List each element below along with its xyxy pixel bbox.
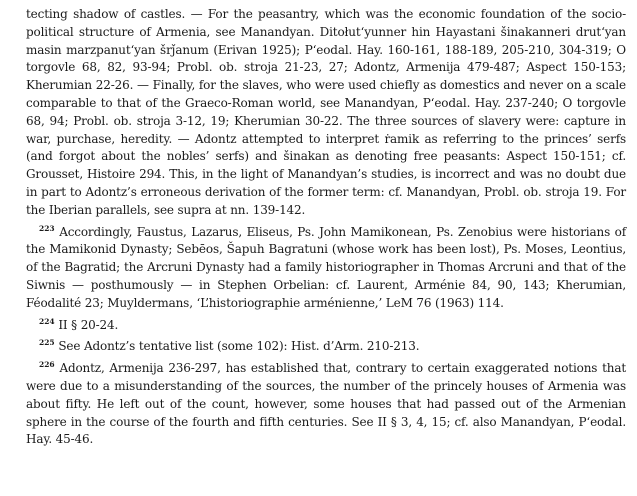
footnote-text: II § 20-24.: [58, 317, 119, 332]
footnote-226: [26, 356, 626, 449]
footnote-number: 224: [39, 316, 55, 326]
footnote-number: 225: [39, 338, 55, 348]
footnote-text: Adontz, Armenija 236-297, has established that, contrary to certain exaggerated notions that were due to a misunderstanding of the sources, the number of the princely houses of Armenia was about fifty. He left out of the count, however, some houses that had passed out of the Armenian sphere in the course of the fourth and fifth centuries. See II § 3, 4, 15; cf. also Manandyan, P‘eodal. Hay. 45-46.: [26, 361, 626, 447]
footnote-225: [26, 334, 626, 356]
footnote-text: See Adontz’s tentative list (some 102): Hist. d’Arm. 210-213.: [58, 339, 420, 354]
footnote-224: [26, 313, 626, 335]
footnote-number: 226: [39, 360, 55, 370]
footnote-text: Accordingly, Faustus, Lazarus, Eliseus, Ps. John Mamikonean, Ps. Zenobius were historians of the Mamikonid Dynasty; Sebēos, Šapuh Bagratuni (whose work has been lost), Ps. Moses, Leontius, of the Bagratid; the Arcruni Dynasty had a family historiographer in Thomas Arcruni and that of the Siwnis — posthumously — in Stephen Orbelian: cf. Laurent, Arménie 84, 90, 143; Kherumian, Féodalité 23; Muyldermans, ‘L’historiographie arménienne,’ LeM 76 (1963) 114.: [26, 224, 626, 310]
continuation-paragraph: tecting shadow of castles. — For the peasantry, which was the economic foundation of the socio-political structure of Armenia, see Manandyan. Ditołut‘yunner hin Hayastani šinakanneri drut‘yan masin marzpanut‘yan šrǰanum (Erivan 1925); P‘eodal. Hay. 160-161, 188-189, 205-210, 304-319; O torgovle 68, 82, 93-94; Probl. ob. stroja 21-23, 27; Adontz, Armenija 479-487; Aspect 150-153; Kherumian 22-26. — Finally, for the slaves, who were used chiefly as domestics and never on a scale comparable to that of the Graeco-Roman world, see Manandyan, P‘eodal. Hay. 237-240; O torgovle 68, 94; Probl. ob. stroja 3-12, 19; Kherumian 30-22. The three sources of slavery were: capture in war, purchase, heredity. — Adontz attempted to interpret ṙamik as referring to the princes’ serfs (and forgot about the nobles’ serfs) and šinakan as denoting free peasants: Aspect 150-151; cf. Grousset, Histoire 294. This, in the light of Manandyan’s studies, is incorrect and was no doubt due in part to Adontz’s erroneous derivation of the former term: cf. Manandyan, Probl. ob. stroja 19. For the Iberian parallels, see supra at nn. 139-142.: [26, 7, 626, 217]
footnote-223: [26, 220, 626, 313]
document-page: [26, 6, 626, 449]
footnote-number: 223: [39, 223, 55, 233]
